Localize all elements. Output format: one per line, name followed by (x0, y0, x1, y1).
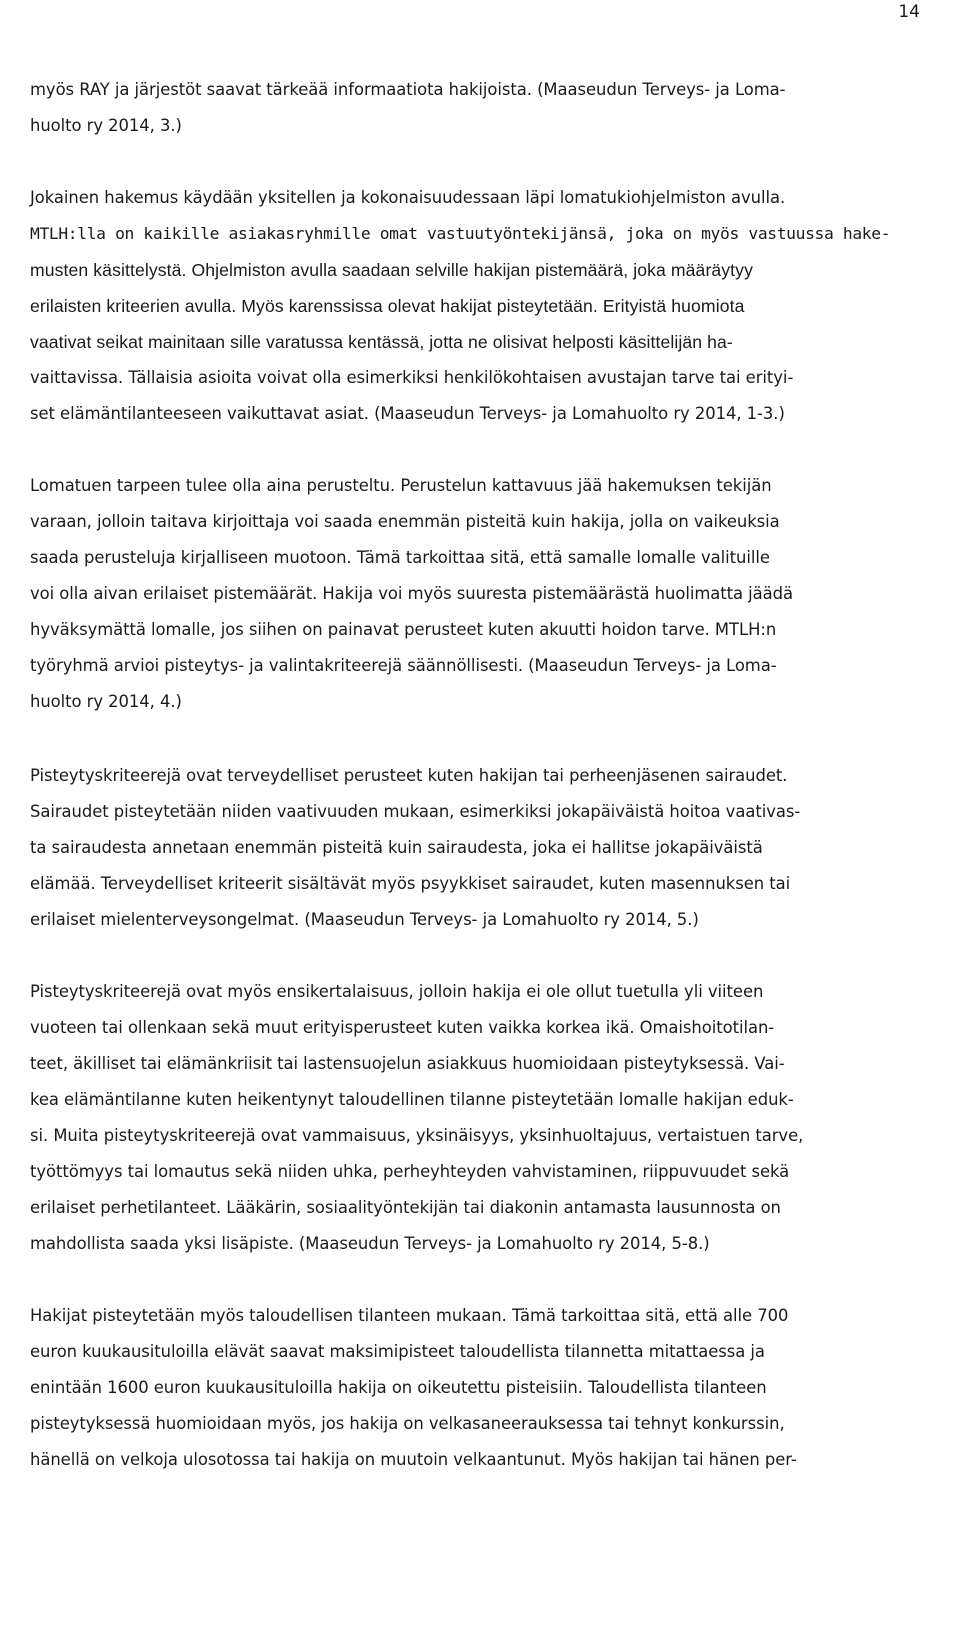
paragraph-justification (30, 468, 925, 720)
paragraph-spacer (30, 1262, 925, 1298)
text-line: varaan, jolloin taitava kirjoittaja voi saada enemmän pisteitä kuin hakija, jolla on vaikeuksia (30, 512, 780, 531)
text-line: erilaisten kriteerien avulla. Myös karenssissa olevat hakijat pisteytetään. Erityistä huomiota (30, 296, 745, 316)
text-line: erilaiset mielenterveysongelmat. (Maaseudun Terveys- ja Lomahuolto ry 2014, 5.) (30, 910, 699, 929)
text-line: saada perusteluja kirjalliseen muotoon. Tämä tarkoittaa sitä, että samalle lomalle valituille (30, 548, 770, 567)
text-line: musten käsittelystä. Ohjelmiston avulla saadaan selville hakijan pistemäärä, joka määräytyy (30, 260, 753, 280)
text-line: vaativat seikat mainitaan sille varatussa kentässä, jotta ne olisivat helposti käsittelijän ha- (30, 332, 733, 352)
page-number: 14 (898, 2, 920, 22)
text-line: Hakijat pisteytetään myös taloudellisen tilanteen mukaan. Tämä tarkoittaa sitä, että alle 700 (30, 1306, 789, 1325)
text-line: Sairaudet pisteytetään niiden vaativuuden mukaan, esimerkiksi jokapäiväistä hoitoa vaativas- (30, 802, 801, 821)
text-line: huolto ry 2014, 4.) (30, 692, 182, 711)
text-line: pisteytyksessä huomioidaan myös, jos hakija on velkasaneerauksessa tai tehnyt konkurssin, (30, 1414, 785, 1433)
paragraph-spacer (30, 720, 925, 758)
text-line: työryhmä arvioi pisteytys- ja valintakriteerejä säännöllisesti. (Maaseudun Terveys- ja Loma- (30, 656, 777, 675)
paragraph-spacer (30, 938, 925, 974)
text-line: hyväksymättä lomalle, jos siihen on painavat perusteet kuten akuutti hoidon tarve. MTLH:n (30, 620, 777, 639)
text-line: elämää. Terveydelliset kriteerit sisältävät myös psyykkiset sairaudet, kuten masennuksen tai (30, 874, 791, 893)
paragraph-financial-criteria (30, 1298, 925, 1478)
text-line: Lomatuen tarpeen tulee olla aina perusteltu. Perustelun kattavuus jää hakemuksen tekijän (30, 476, 772, 495)
text-line: myös RAY ja järjestöt saavat tärkeää informaatiota hakijoista. (Maaseudun Terveys- ja Loma- (30, 80, 786, 99)
text-line: Jokainen hakemus käydään yksitellen ja kokonaisuudessaan läpi lomatukiohjelmiston avulla. (30, 188, 786, 207)
text-line: kea elämäntilanne kuten heikentynyt taloudellinen tilanne pisteytetään lomalle hakijan eduk- (30, 1090, 794, 1109)
text-line: hänellä on velkoja ulosotossa tai hakija on muutoin velkaantunut. Myös hakijan tai hänen per- (30, 1450, 797, 1469)
text-line: työttömyys tai lomautus sekä niiden uhka, perheyhteyden vahvistaminen, riippuvuudet sekä (30, 1162, 790, 1181)
text-line: MTLH:lla on kaikille asiakasryhmille omat vastuutyöntekijänsä, joka on myös vastuussa hake- (30, 224, 891, 243)
text-line: vuoteen tai ollenkaan sekä muut erityisperusteet kuten vaikka korkea ikä. Omaishoitotilan- (30, 1018, 775, 1037)
text-line: set elämäntilanteeseen vaikuttavat asiat. (Maaseudun Terveys- ja Lomahuolto ry 2014, 1-3.) (30, 404, 785, 423)
text-line: mahdollista saada yksi lisäpiste. (Maaseudun Terveys- ja Lomahuolto ry 2014, 5-8.) (30, 1234, 710, 1253)
text-line: enintään 1600 euron kuukausituloilla hakija on oikeutettu pisteisiin. Taloudellista tilanteen (30, 1378, 767, 1397)
text-line: vaittavissa. Tällaisia asioita voivat olla esimerkiksi henkilökohtaisen avustajan tarve tai erityi- (30, 368, 794, 387)
paragraph-spacer (30, 432, 925, 468)
paragraph-ray-information (30, 72, 925, 144)
text-line: si. Muita pisteytyskriteerejä ovat vammaisuus, yksinäisyys, yksinhuoltajuus, vertaistuen tarve, (30, 1126, 804, 1145)
text-line: erilaiset perhetilanteet. Lääkärin, sosiaalityöntekijän tai diakonin antamasta lausunnosta on (30, 1198, 781, 1217)
paragraph-spacer (30, 144, 925, 180)
text-line: huolto ry 2014, 3.) (30, 116, 182, 135)
text-line: voi olla aivan erilaiset pistemäärät. Hakija voi myös suuresta pistemäärästä huolimatta jäädä (30, 584, 793, 603)
text-line: ta sairaudesta annetaan enemmän pisteitä kuin sairaudesta, joka ei hallitse jokapäiväistä (30, 838, 763, 857)
document-body (30, 72, 925, 1478)
text-line: Pisteytyskriteerejä ovat terveydelliset perusteet kuten hakijan tai perheenjäsenen sairaudet. (30, 766, 788, 785)
text-line: Pisteytyskriteerejä ovat myös ensikertalaisuus, jolloin hakija ei ole ollut tuetulla yli viiteen (30, 982, 764, 1001)
text-line: teet, äkilliset tai elämänkriisit tai lastensuojelun asiakkuus huomioidaan pisteytyksessä. Vai- (30, 1054, 785, 1073)
paragraph-health-criteria (30, 758, 925, 938)
paragraph-other-criteria (30, 974, 925, 1262)
paragraph-application-processing (30, 180, 925, 432)
text-line: euron kuukausituloilla elävät saavat maksimipisteet taloudellista tilannetta mitattaessa ja (30, 1342, 765, 1361)
